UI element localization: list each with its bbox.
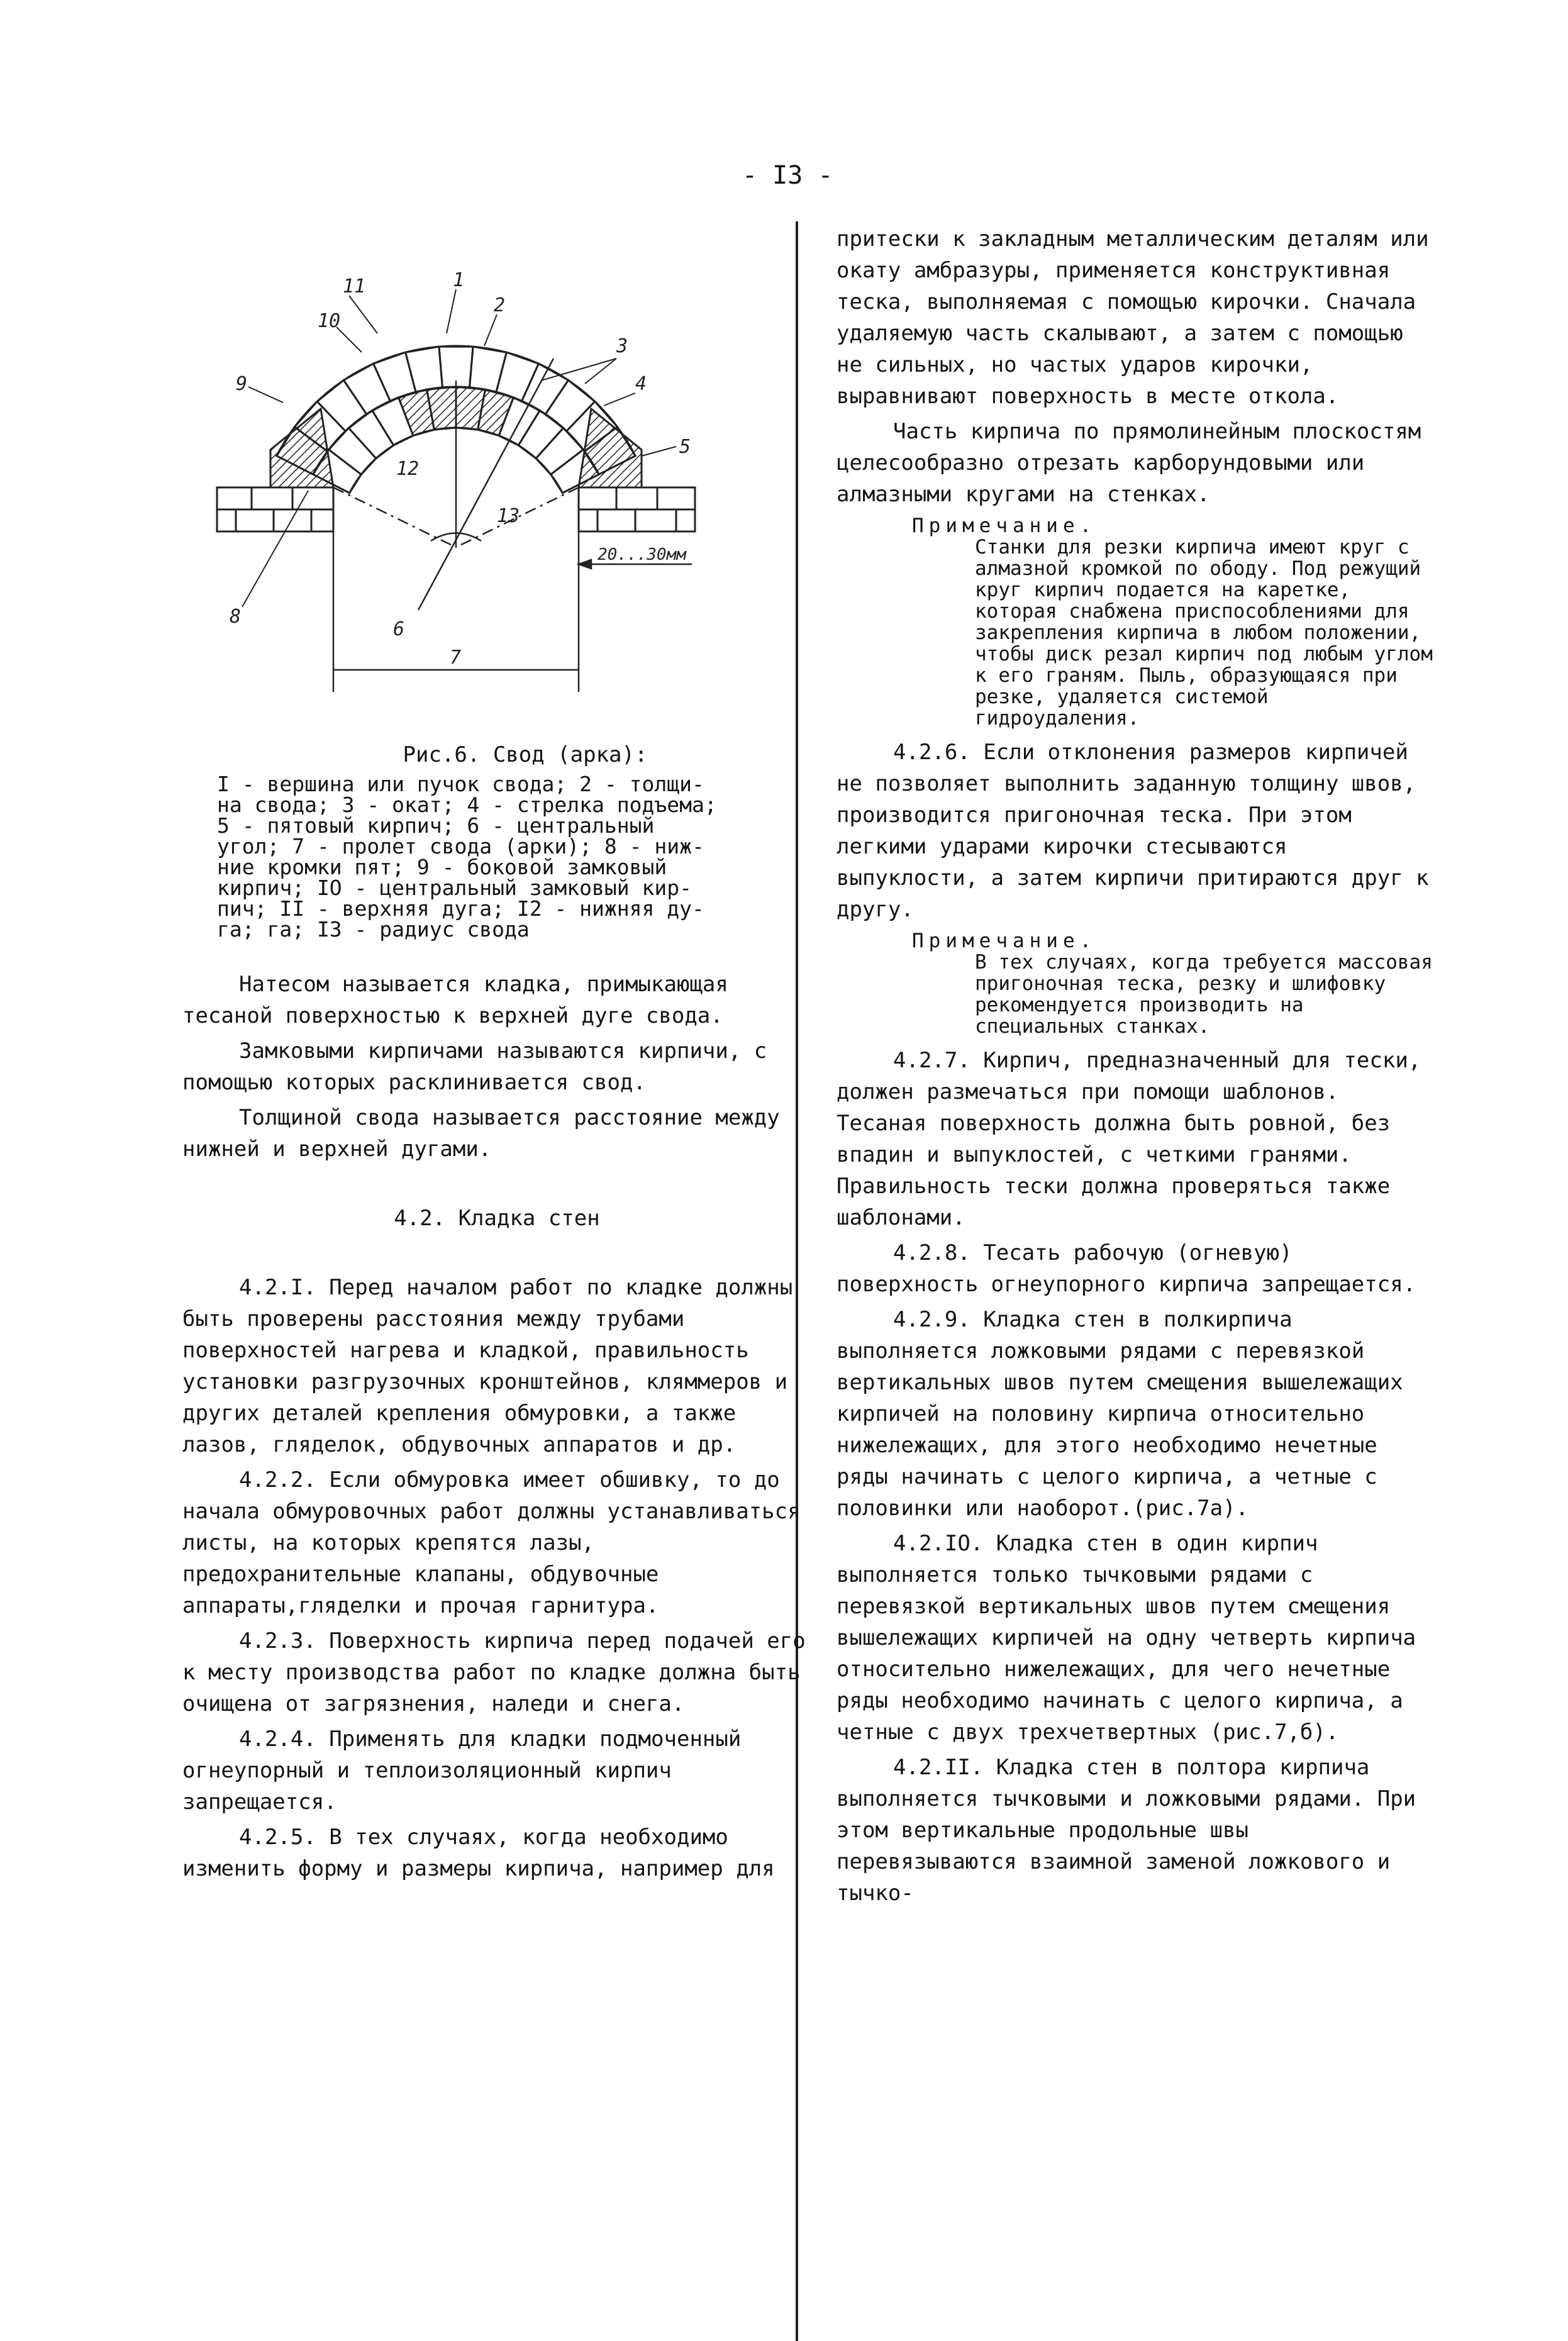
paragraph: 4.2.I. Перед началом работ по кладке должны быть проверены расстояния между трубами поверхностей нагрева и кладкой, правильность установки разгрузочных кронштейнов, кляммеров и других деталей крепления обмуровки, а также лазов, гляделок, обдувочных аппаратов и др. — [182, 1275, 793, 1457]
paragraph: Часть кирпича по прямолинейным плоскостям целесообразно отрезать карборундовыми или алмазными кругами на стенках. — [837, 419, 1421, 507]
caption-line: I - вершина или пучок свода; 2 - толщи- — [217, 772, 704, 796]
arch-brick — [545, 380, 594, 431]
label-4: 4 — [635, 373, 647, 395]
label-1: 1 — [453, 269, 465, 291]
paragraph: 4.2.II. Кладка стен в полтора кирпича выполняется тычковыми и ложковыми рядами. При этом вертикальные продольные швы перевязываются взаимной заменой ложкового и тычко- — [837, 1755, 1416, 1906]
caption-title: Рис.6. Свод (арка): — [403, 742, 648, 767]
left-column — [182, 969, 811, 1888]
arch-brick — [470, 347, 507, 392]
caption-legend — [217, 774, 796, 940]
label-12: 12 — [396, 458, 420, 480]
arch-brick — [374, 352, 416, 401]
paragraph: 4.2.8. Тесать рабочую (огневую) поверхность огнеупорного кирпича запрещается. — [837, 1240, 1416, 1297]
paragraph: 4.2.7. Кирпич, предназначенный для тески, должен размечаться при помощи шаблонов. Тесаная поверхность должна быть ровной, без впадин и выпуклостей, с четкими гранями. Правильность тески должна проверяться также шаблонами. — [837, 1048, 1421, 1230]
paragraph: 4.2.4. Применять для кладки подмоченный огнеупорный и теплоизоляционный кирпич запрещается. — [182, 1727, 742, 1815]
arch-brick — [317, 380, 366, 431]
paragraph: 4.2.9. Кладка стен в полкирпича выполняется ложковыми рядами с перевязкой вертикальных швов путем смещения вышележащих кирпичей на половину кирпича относительно нижележащих, для этого необходимо нечетные ряды начинать с целого кирпича, а четные с половинки или наоборот.(рис.7а). — [837, 1307, 1403, 1521]
caption-line: угол; 7 - пролет свода (арки); 8 - ниж- — [217, 834, 704, 859]
paragraph: притески к закладным металлическим деталям или окату амбразуры, применяется конструктивная теска, выполняемая с помощью кирочки. Сначала удаляемую часть скалывают, а затем с помощью не сильных, но частых ударов кирочки, выравнивают поверхность в месте откола. — [837, 226, 1429, 409]
paragraph: 4.2.2. Если обмуровка имеет обшивку, то до начала обмуровочных работ должны устанавливаться листы, на которых крепятся лазы, предохранительные клапаны, обдувочные аппараты,гляделки и прочая гарнитура. — [182, 1467, 801, 1618]
label-2: 2 — [494, 294, 506, 316]
arch-brick — [406, 347, 443, 392]
note — [837, 930, 1440, 1037]
caption-line: 5 - пятовый кирпич; 6 - центральный — [217, 813, 655, 838]
caption-line: кирпич; IO - центральный замковый кир- — [217, 876, 692, 900]
label-10: 10 — [318, 310, 341, 332]
caption-line: пич; II - верхняя дуга; I2 - нижняя ду- — [217, 896, 704, 921]
caption-line: на свода; 3 - окат; 4 - стрелка подъема; — [217, 792, 717, 817]
label-3: 3 — [616, 335, 628, 357]
label-7: 7 — [450, 647, 462, 669]
arch-figure — [214, 258, 755, 711]
label-13: 13 — [497, 505, 520, 527]
right-abutment — [579, 409, 695, 531]
paragraph: Замковыми кирпичами называются кирпичи, с помощью которых расклинивается свод. — [182, 1038, 767, 1095]
note — [837, 515, 1440, 729]
paragraph: Натесом называется кладка, примыкающая тесаной поверхностью к верхней дуге свода. — [182, 972, 728, 1028]
label-11: 11 — [343, 275, 366, 297]
label-8: 8 — [230, 606, 242, 628]
note-lead: Примечание. — [912, 514, 1097, 537]
note-body: В тех случаях, когда требуется массовая пригоночная теска, резку и шлифовку рекомендуется производить на специальных станках. — [975, 951, 1433, 1038]
label-5: 5 — [679, 436, 691, 458]
paragraph: 4.2.5. В тех случаях, когда необходимо изменить форму и размеры кирпича, например для — [182, 1825, 775, 1881]
note-body: Станки для резки кирпича имеют круг с алмазной кромкой по ободу. Под режущий круг кирпич подается на каретке, которая снабжена приспособлениями для закрепления кирпича в любом положении, чтобы диск резал кирпич под любым углом к его граням. Пыль, образующаяся при резке, удаляется системой гидроудаления. — [975, 536, 1433, 730]
left-abutment — [217, 409, 333, 531]
right-column — [837, 223, 1440, 1913]
page-number: - I3 - — [742, 161, 833, 190]
label-gap: 20...30мм — [598, 545, 686, 564]
note-lead: Примечание. — [912, 930, 1097, 952]
caption-line: ние кромки пят; 9 - боковой замковый — [217, 855, 667, 879]
paragraph: 4.2.3. Поверхность кирпича перед подачей его к месту производства работ по кладке должна быть очищена от загрязнения, наледи и снега. — [182, 1628, 806, 1716]
figure-caption — [217, 742, 796, 940]
label-6: 6 — [393, 618, 405, 640]
paragraph: 4.2.6. Если отклонения размеров кирпичей не позволяет выполнить заданную толщину швов, производится пригоночная теска. При этом легкими ударами кирочки стесываются выпуклости, а затем кирпичи притираются друг к другу. — [837, 740, 1429, 922]
caption-line: га; га; I3 - радиус свода — [217, 917, 530, 942]
paragraph: 4.2.IO. Кладка стен в один кирпич выполняется только тычковыми рядами с перевязкой вертикальных швов путем смещения вышележащих кирпичей на одну четверть кирпича относительно нижележащих, для чего нечетные ряды необходимо начинать с целого кирпича, а четные с двух трехчетвертных (рис.7,б). — [837, 1531, 1416, 1745]
paragraph: Толщиной свода называется расстояние между нижней и верхней дугами. — [182, 1105, 780, 1162]
section-heading: 4.2. Кладка стен — [394, 1206, 600, 1231]
arch-brick — [343, 364, 390, 414]
label-9: 9 — [236, 373, 248, 395]
